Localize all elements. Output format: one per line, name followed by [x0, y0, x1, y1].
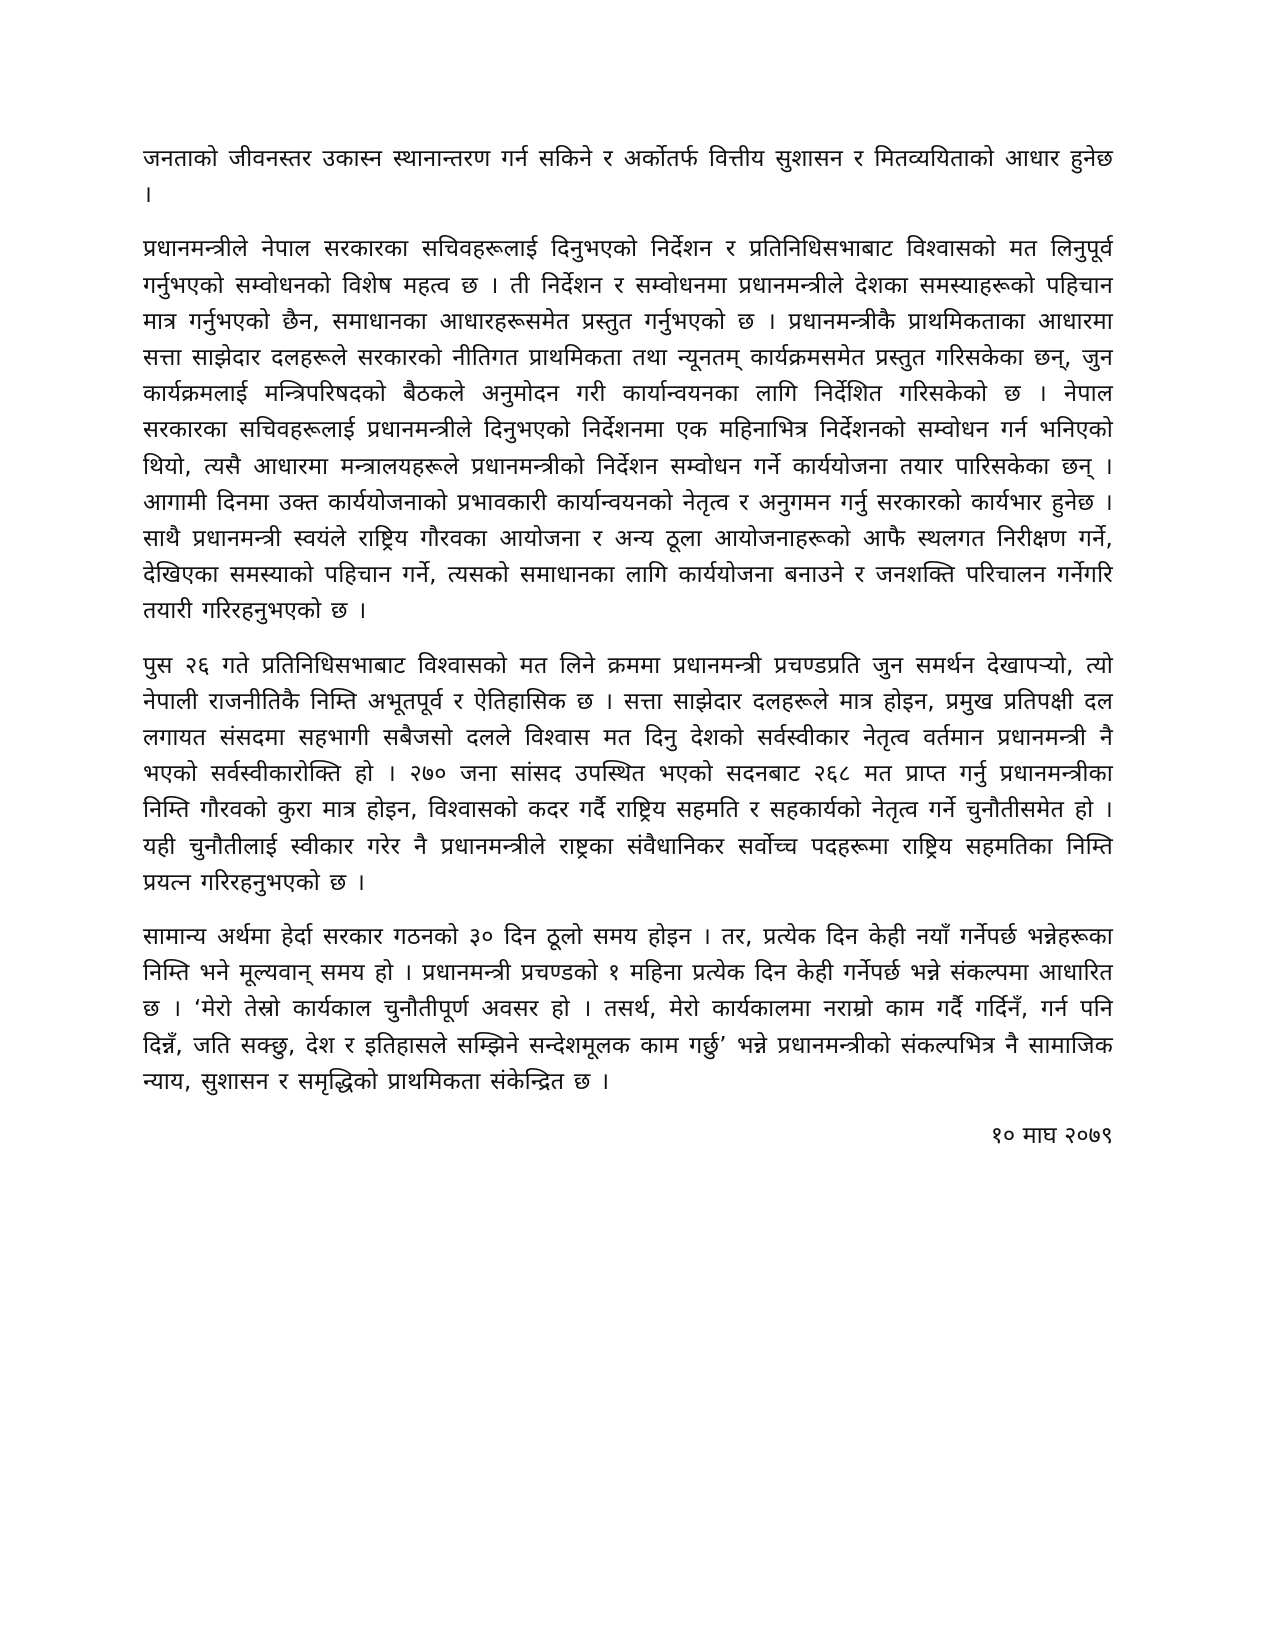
paragraph-1: जनताको जीवनस्तर उकास्न स्थानान्तरण गर्न सकिने र अर्कोतर्फ वित्तीय सुशासन र मितव्ययिताको आधार हुनेछ ।	[143, 144, 1113, 209]
paragraph-3: पुस २६ गते प्रतिनिधिसभाबाट विश्वासको मत लिने क्रममा प्रधानमन्त्री प्रचण्डप्रति जुन समर्थन देखापर्‍यो, त्यो नेपाली राजनीतिकै निम्ति अभूतपूर्व र ऐतिहासिक छ । सत्ता साझेदार दलहरूले मात्र होइन, प्रमुख प्रतिपक्षी दल लगायत संसदमा सहभागी सबैजसो दलले विश्वास मत दिनु देशको सर्वस्वीकार नेतृत्व वर्तमान प्रधानमन्त्री नै भएको सर्वस्वीकारोक्ति हो । २७० जना सांसद उपस्थित भएको सदनबाट २६८ मत प्राप्त गर्नु प्रधानमन्त्रीका निम्ति गौरवको कुरा मात्र होइन, विश्वासको कदर गर्दै राष्ट्रिय सहमति र सहकार्यको नेतृत्व गर्ने चुनौतीसमेत हो । यही चुनौतीलाई स्वीकार गरेर नै प्रधानमन्त्रीले राष्ट्रका संवैधानिकर सर्वोच्च पदहरूमा राष्ट्रिय सहमतिका निम्ति प्रयत्न गरिरहनुभएको छ ।	[143, 650, 1113, 896]
document-date: १० माघ २०७९	[990, 1121, 1113, 1150]
paragraph-2: प्रधानमन्त्रीले नेपाल सरकारका सचिवहरूलाई दिनुभएको निर्देशन र प्रतिनिधिसभाबाट विश्वासको मत लिनुपूर्व गर्नुभएको सम्वोधनको विशेष महत्व छ । ती निर्देशन र सम्वोधनमा प्रधानमन्त्रीले देशका समस्याहरूको पहिचान मात्र गर्नुभएको छैन, समाधानका आधारहरूसमेत प्रस्तुत गर्नुभएको छ । प्रधानमन्त्रीकै प्राथमिकताका आधारमा सत्ता साझेदार दलहरूले सरकारको नीतिगत प्राथमिकता तथा न्यूनतम् कार्यक्रमसमेत प्रस्तुत गरिसकेका छन्, जुन कार्यक्रमलाई मन्त्रिपरिषदको बैठकले अनुमोदन गरी कार्यान्वयनका लागि निर्देशित गरिसकेको छ । नेपाल सरकारका सचिवहरूलाई प्रधानमन्त्रीले दिनुभएको निर्देशनमा एक महिनाभित्र निर्देशनको सम्वोधन गर्न भनिएको थियो, त्यसै आधारमा मन्त्रालयहरूले प्रधानमन्त्रीको निर्देशन सम्वोधन गर्ने कार्ययोजना तयार पारिसकेका छन् । आगामी दिनमा उक्त कार्ययोजनाको प्रभावकारी कार्यान्वयनको नेतृत्व र अनुगमन गर्नु सरकारको कार्यभार हुनेछ । साथै प्रधानमन्त्री स्वयंले राष्ट्रिय गौरवका आयोजना र अन्य ठूला आयोजनाहरूको आफै स्थलगत निरीक्षण गर्ने, देखिएका समस्याको पहिचान गर्ने, त्यसको समाधानका लागि कार्ययोजना बनाउने र जनशक्ति परिचालन गर्नेगरि तयारी गरिरहनुभएको छ ।	[143, 234, 1113, 625]
paragraph-4: सामान्य अर्थमा हेर्दा सरकार गठनको ३० दिन ठूलो समय होइन । तर, प्रत्येक दिन केही नयाँ गर्नेपर्छ भन्नेहरूका निम्ति भने मूल्यवान् समय हो । प्रधानमन्त्री प्रचण्डको १ महिना प्रत्येक दिन केही गर्नेपर्छ भन्ने संकल्पमा आधारित छ । ‘मेरो तेस्रो कार्यकाल चुनौतीपूर्ण अवसर हो । तसर्थ, मेरो कार्यकालमा नराम्रो काम गर्दै गर्दिनँ, गर्न पनि दिन्नँ, जति सक्छु, देश र इतिहासले सम्झिने सन्देशमूलक काम गर्छु’ भन्ने प्रधानमन्त्रीको संकल्पभित्र नै सामाजिक न्याय, सुशासन र समृद्धिको प्राथमिकता संकेन्द्रित छ ।	[143, 922, 1113, 1095]
document-page	[143, 140, 1113, 1153]
